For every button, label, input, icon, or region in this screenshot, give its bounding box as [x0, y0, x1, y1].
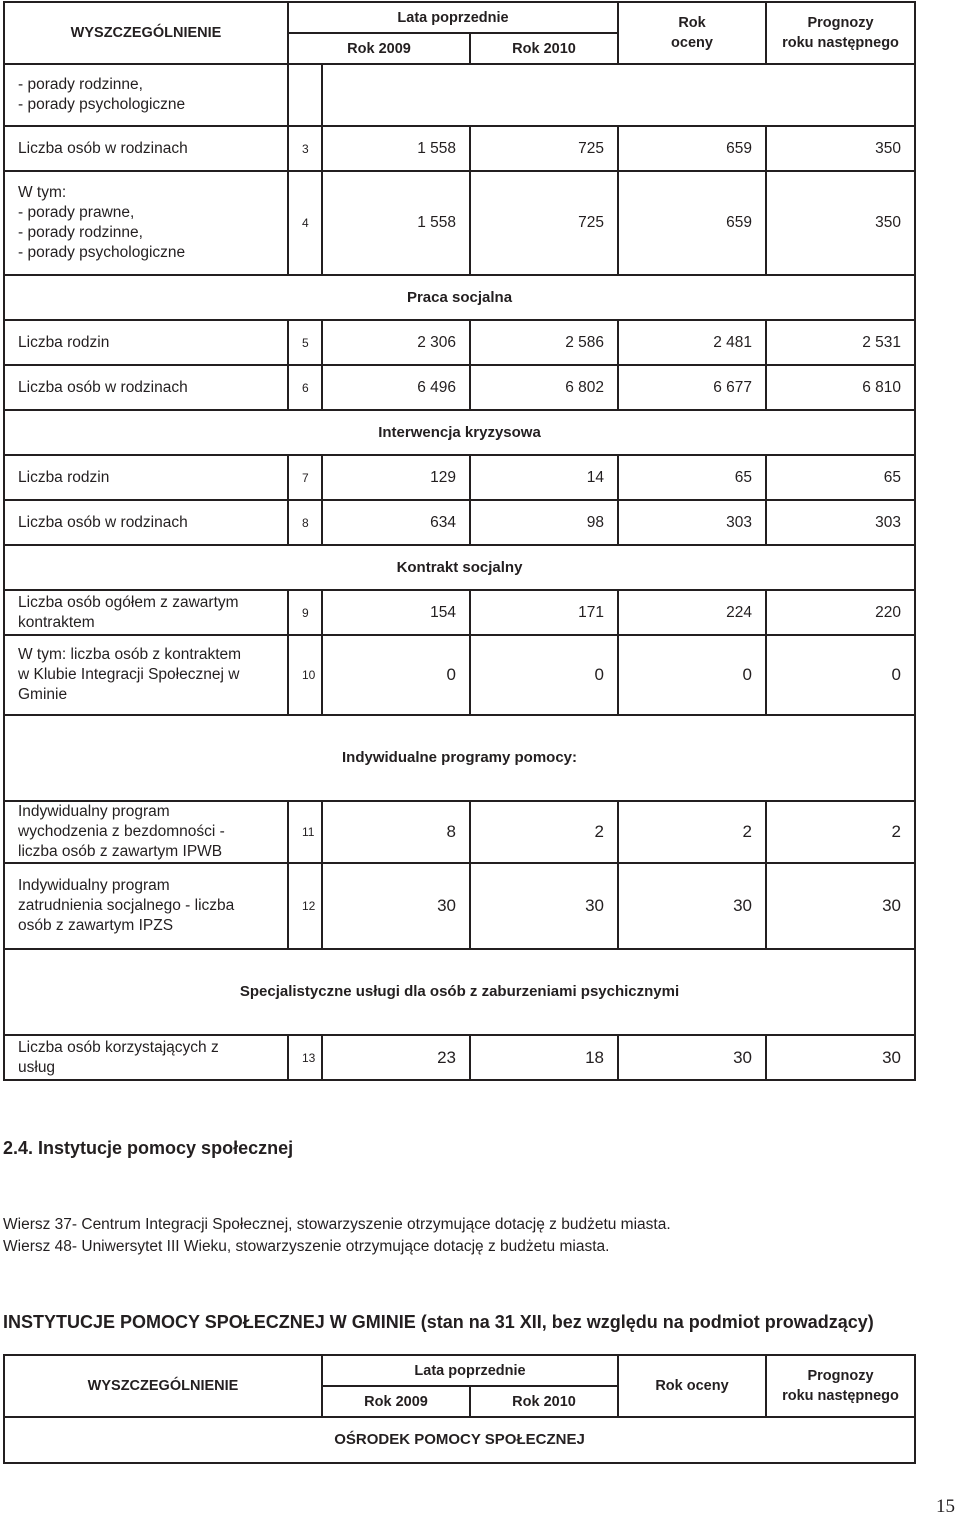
value-2009: 0	[322, 635, 470, 715]
value-2009: 154	[322, 590, 470, 635]
row-label-line: liczba osób z zawartym IPWB	[18, 843, 223, 860]
row-code: 3	[288, 126, 322, 171]
row-label-line: usług	[18, 1058, 56, 1076]
row-label-line: Liczba osób w rodzinach	[18, 139, 188, 157]
row-code: 4	[288, 171, 322, 275]
row-label	[4, 801, 288, 863]
section-title-ops: OŚRODEK POMOCY SPOŁECZNEJ	[4, 1417, 915, 1463]
value-forecast: 303	[766, 500, 915, 545]
row-label-line: W tym: liczba osób z kontraktem	[18, 646, 242, 663]
header-description: WYSZCZEGÓLNIENIE	[4, 2, 288, 64]
row-label-line: zatrudnienia socjalnego - liczba	[18, 897, 235, 914]
row-label-line: w Klubie Integracji Społecznej w	[18, 666, 240, 683]
note-line: Wiersz 37- Centrum Integracji Społecznej, stowarzyszenie otrzymujące dotację z budżetu miasta.	[3, 1216, 671, 1233]
row-label	[4, 365, 288, 410]
value-2010: 171	[470, 590, 618, 635]
header-forecast: Prognozy roku następnego	[766, 2, 915, 64]
section-title: Indywidualne programy pomocy:	[4, 715, 915, 801]
section-title: Praca socjalna	[4, 275, 915, 320]
value-evaluation: 659	[618, 171, 766, 275]
value-evaluation: 30	[618, 863, 766, 949]
value-2009: 30	[322, 863, 470, 949]
value-2009: 2 306	[322, 320, 470, 365]
table-row	[4, 635, 915, 715]
row-code: 10	[288, 635, 322, 715]
row-label-line: W tym:	[18, 184, 67, 201]
value-evaluation: 6 677	[618, 365, 766, 410]
row-label-line: - porady psychologiczne	[18, 244, 186, 261]
row-code: 11	[288, 801, 322, 863]
header-forecast: Prognozy roku następnego	[766, 1355, 915, 1417]
row-label-line: kontraktem	[18, 613, 95, 631]
value-forecast: 350	[766, 171, 915, 275]
row-label-line: - porady rodzinne,	[18, 76, 143, 93]
header-previous-years: Lata poprzednie	[288, 2, 618, 33]
value-2010: 2 586	[470, 320, 618, 365]
row-label-line: - porady psychologiczne	[18, 96, 186, 113]
notes	[3, 1214, 671, 1258]
table-row	[4, 64, 915, 126]
value-2010: 725	[470, 126, 618, 171]
header-previous-years: Lata poprzednie	[322, 1355, 618, 1386]
value-2010: 30	[470, 863, 618, 949]
value-forecast: 6 810	[766, 365, 915, 410]
table-row	[4, 863, 915, 949]
header-year-2009: Rok 2009	[288, 33, 470, 64]
table-row	[4, 126, 915, 171]
value-2010: 725	[470, 171, 618, 275]
section-title: Interwencja kryzysowa	[4, 410, 915, 455]
value-2010: 18	[470, 1035, 618, 1080]
row-code: 6	[288, 365, 322, 410]
row-label-line: Indywidualny program	[18, 877, 170, 894]
row-label-line: wychodzenia z bezdomności -	[18, 823, 225, 840]
empty-values	[322, 64, 915, 126]
institutions-title: INSTYTUCJE POMOCY SPOŁECZNEJ W GMINIE (stan na 31 XII, bez względu na podmiot prowadzący)	[3, 1312, 874, 1332]
row-label	[4, 635, 288, 715]
value-forecast: 220	[766, 590, 915, 635]
row-label-line: - porady rodzinne,	[18, 224, 143, 241]
row-label	[4, 1035, 288, 1080]
value-forecast: 30	[766, 1035, 915, 1080]
value-2010: 6 802	[470, 365, 618, 410]
section-title: Kontrakt socjalny	[4, 545, 915, 590]
value-evaluation: 0	[618, 635, 766, 715]
value-evaluation: 2	[618, 801, 766, 863]
row-label-line: - porady prawne,	[18, 204, 135, 221]
header-evaluation-year: Rok oceny	[618, 1355, 766, 1417]
value-evaluation: 224	[618, 590, 766, 635]
value-2010: 2	[470, 801, 618, 863]
value-forecast: 30	[766, 863, 915, 949]
row-code: 13	[288, 1035, 322, 1080]
table-row	[4, 500, 915, 545]
row-label-line: Liczba osób w rodzinach	[18, 378, 188, 396]
table-row	[4, 1035, 915, 1080]
value-2009: 1 558	[322, 126, 470, 171]
value-2009: 1 558	[322, 171, 470, 275]
row-label-line: Liczba osób ogółem z zawartym	[18, 593, 239, 611]
row-code: 12	[288, 863, 322, 949]
value-2009: 8	[322, 801, 470, 863]
section-heading: 2.4. Instytucje pomocy społecznej	[3, 1138, 294, 1158]
row-label	[4, 320, 288, 365]
value-evaluation: 2 481	[618, 320, 766, 365]
header-year-2009: Rok 2009	[322, 1386, 470, 1417]
value-2010: 0	[470, 635, 618, 715]
row-label-line: Liczba osób w rodzinach	[18, 513, 188, 531]
value-2010: 14	[470, 455, 618, 500]
row-code: 9	[288, 590, 322, 635]
row-label	[4, 863, 288, 949]
row-code: 5	[288, 320, 322, 365]
social-assistance-table	[3, 1, 916, 1081]
value-2009: 634	[322, 500, 470, 545]
row-label-line: Gminie	[18, 686, 68, 703]
value-forecast: 0	[766, 635, 915, 715]
table-row	[4, 320, 915, 365]
row-label-line: Liczba osób korzystających z	[18, 1038, 219, 1056]
row-label-line: Liczba rodzin	[18, 468, 110, 486]
table-row	[4, 455, 915, 500]
row-code: 7	[288, 455, 322, 500]
row-label-line: Indywidualny program	[18, 803, 170, 820]
section-title: Specjalistyczne usługi dla osób z zaburzeniami psychicznymi	[4, 949, 915, 1035]
row-label	[4, 500, 288, 545]
value-evaluation: 65	[618, 455, 766, 500]
value-2009: 23	[322, 1035, 470, 1080]
header-description: WYSZCZEGÓLNIENIE	[4, 1355, 322, 1417]
page-number: 15	[936, 1496, 955, 1517]
value-evaluation: 659	[618, 126, 766, 171]
table-row	[4, 590, 915, 635]
value-forecast: 65	[766, 455, 915, 500]
value-forecast: 2	[766, 801, 915, 863]
row-label	[4, 590, 288, 635]
value-2009: 129	[322, 455, 470, 500]
row-code: 8	[288, 500, 322, 545]
row-label	[4, 64, 288, 126]
value-2010: 98	[470, 500, 618, 545]
institutions-table	[3, 1354, 916, 1464]
value-forecast: 350	[766, 126, 915, 171]
value-evaluation: 303	[618, 500, 766, 545]
note-line: Wiersz 48- Uniwersytet III Wieku, stowarzyszenie otrzymujące dotację z budżetu miasta.	[3, 1238, 610, 1255]
table-row	[4, 171, 915, 275]
header-year-2010: Rok 2010	[470, 33, 618, 64]
value-forecast: 2 531	[766, 320, 915, 365]
header-evaluation-year: Rok oceny	[618, 2, 766, 64]
row-label	[4, 126, 288, 171]
row-code	[288, 64, 322, 126]
row-label	[4, 455, 288, 500]
row-label-line: osób z zawartym IPZS	[18, 917, 174, 934]
row-label-line: Liczba rodzin	[18, 333, 110, 351]
value-2009: 6 496	[322, 365, 470, 410]
value-evaluation: 30	[618, 1035, 766, 1080]
row-label	[4, 171, 288, 275]
table-row	[4, 365, 915, 410]
header-year-2010: Rok 2010	[470, 1386, 618, 1417]
table-row	[4, 801, 915, 863]
